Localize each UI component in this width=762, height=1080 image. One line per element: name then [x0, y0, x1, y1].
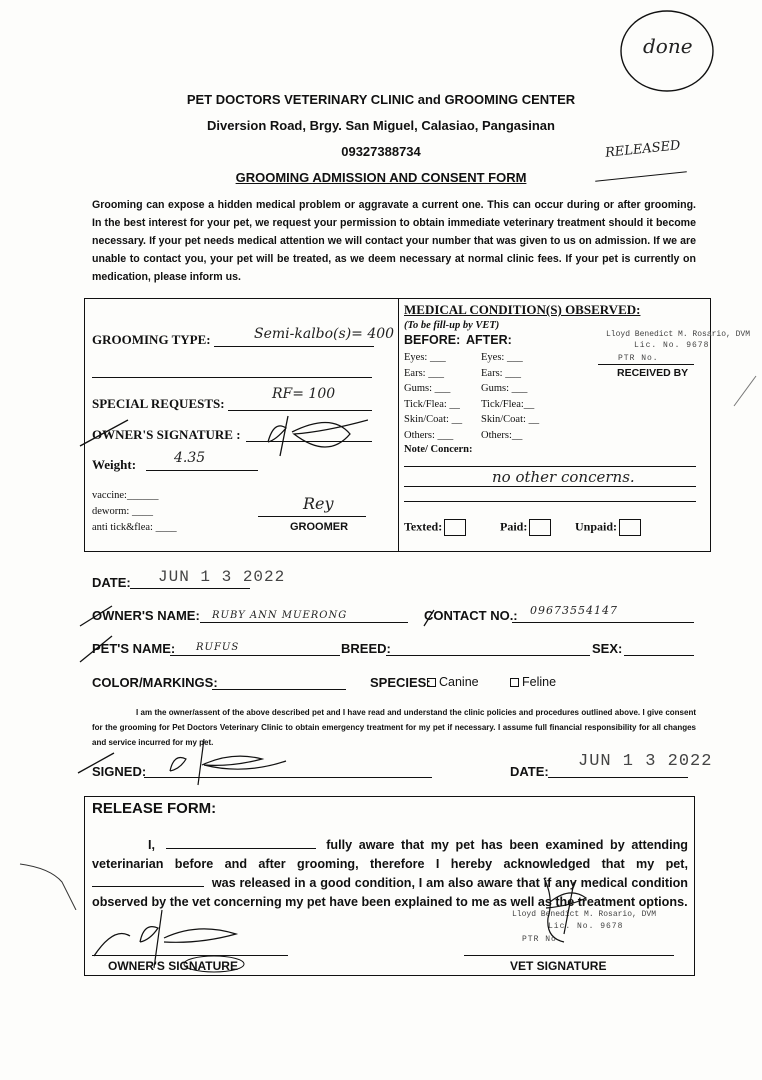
before-others[interactable]: Others: ___: [404, 429, 454, 441]
consent-text: I am the owner/assent of the above described pet and I have read and understand the clinic policies and procedures outlined above. I give consent for the grooming for Pet Doctors Veterinary Clinic to obtain emergency treatment for my pet if necessary. I assume full financial responsibility for all changes and service incurred for my pet.: [92, 708, 696, 747]
consent-date-stamp: JUN 1 3 2022: [578, 752, 713, 771]
note-line-2: [404, 486, 696, 487]
vet-signature-line: [464, 955, 674, 956]
after-gums[interactable]: Gums: ___: [481, 383, 528, 394]
vet-stamp-ptr: PTR No.: [618, 354, 659, 363]
color-markings-line: [212, 689, 346, 690]
paid-checkbox[interactable]: [529, 519, 551, 536]
margin-pen-mark: [0, 850, 80, 910]
special-requests-value[interactable]: RF= 100: [272, 386, 336, 402]
weight-value[interactable]: 4.35: [174, 450, 206, 466]
contact-line: [512, 622, 694, 623]
weight-line: [146, 470, 258, 471]
grooming-type-value[interactable]: Semi-kalbo(s)= 400: [254, 326, 395, 342]
release-stamp-lic: Lic. No. 9678: [548, 922, 624, 931]
after-others[interactable]: Others:__: [481, 429, 523, 441]
release-stamp-name: Lloyd Benedict M. Rosario, DVM: [512, 910, 657, 919]
owner-signature-label: OWNER'S SIGNATURE :: [92, 427, 241, 442]
vaccine-label: vaccine:______: [92, 490, 159, 501]
before-gums[interactable]: Gums: ___: [404, 383, 451, 394]
release-title: RELEASE FORM:: [92, 800, 217, 817]
texted-checkbox[interactable]: [444, 519, 466, 536]
feline-checkbox[interactable]: [510, 678, 519, 687]
signed-signature: [74, 735, 294, 791]
release-pet-name-blank[interactable]: [92, 876, 204, 887]
date-line: [130, 588, 250, 589]
done-annotation: done: [643, 34, 693, 58]
clinic-name: PET DOCTORS VETERINARY CLINIC and GROOMING CENTER: [186, 92, 576, 107]
release-owner-name-blank[interactable]: [166, 838, 316, 849]
consent-date-line: [548, 777, 688, 778]
sex-line: [624, 655, 694, 656]
date-stamp: JUN 1 3 2022: [158, 568, 286, 586]
texted-field: Texted:: [404, 519, 466, 536]
release-paragraph: I, fully aware that my pet has been examined by attending veterinarian before and after grooming, therefore I hereby acknowledged that my pet, was released in a good condition, I am also aware that if any medical condition observed by the vet concerning my pet have been explained to me as well as the treatment options.: [92, 838, 688, 909]
grooming-type-extra-line: [92, 377, 372, 378]
antitick-label: anti tick&flea: ____: [92, 522, 177, 533]
groomer-line: [258, 516, 366, 517]
weight-label: Weight:: [92, 457, 137, 472]
form-title: GROOMING ADMISSION AND CONSENT FORM: [235, 170, 527, 185]
contact-label: CONTACT NO.:: [424, 608, 518, 623]
deworm-label: deworm: ____: [92, 506, 153, 517]
received-by-line: [598, 364, 694, 365]
owner-signature-release-line: [92, 955, 288, 956]
consent-date-label: DATE:: [510, 764, 549, 779]
intro-paragraph: Grooming can expose a hidden medical problem or aggravate a current one. This can occur during or after grooming. In the best interest for your pet, we request your permission to obtain immediate veterinary treatment should it become necessary. If your pet needs medical attention we will contact your number that was given to us on admission. If we are unable to contact you, your pet will be treated, as we deem necessary at normal clinic fees. If your pet is currently on medication, please inform us.: [92, 199, 696, 283]
after-eyes[interactable]: Eyes: ___: [481, 352, 523, 363]
grooming-type-line: [214, 346, 374, 347]
groomer-signature: Rey: [303, 494, 334, 513]
clinic-address: Diversion Road, Brgy. San Miguel, Calasiao, Pangasinan: [207, 118, 555, 133]
owner-name-label: OWNER'S NAME:: [92, 608, 200, 623]
sex-label: SEX:: [592, 641, 623, 656]
special-requests-label: SPECIAL REQUESTS:: [92, 396, 225, 411]
before-skin-coat[interactable]: Skin/Coat: __: [404, 414, 463, 425]
medical-condition-title: MEDICAL CONDITION(S) OBSERVED:: [404, 302, 641, 317]
after-skin-coat[interactable]: Skin/Coat: __: [481, 414, 540, 425]
release-stamp-ptr: PTR No.: [522, 935, 563, 944]
breed-line: [386, 655, 590, 656]
note-concern-value[interactable]: no other concerns.: [492, 468, 635, 486]
vet-signature-scribble: [530, 872, 610, 944]
after-tick-flea[interactable]: Tick/Flea:__: [481, 398, 535, 410]
pet-name-value[interactable]: RUFUS: [196, 642, 240, 653]
unpaid-checkbox[interactable]: [619, 519, 641, 536]
breed-label: BREED:: [341, 641, 391, 656]
pet-name-line: [170, 655, 340, 656]
color-markings-label: COLOR/MARKINGS:: [92, 675, 218, 690]
strike-marks: [76, 596, 436, 636]
margin-pen-mark-right: [730, 372, 760, 412]
contact-value[interactable]: 09673554147: [530, 604, 618, 617]
signed-label: SIGNED:: [92, 764, 147, 779]
after-checklist: [481, 350, 539, 443]
species-canine[interactable]: Canine: [427, 675, 479, 689]
pet-name-label: PET'S NAME:: [92, 641, 176, 656]
note-concern-label: Note/ Concern:: [404, 444, 473, 455]
received-by-label: RECEIVED BY: [617, 367, 689, 379]
before-tick-flea[interactable]: Tick/Flea: __: [404, 398, 460, 410]
before-eyes[interactable]: Eyes: ___: [404, 352, 446, 363]
vet-signature-label: VET SIGNATURE: [510, 959, 607, 973]
owner-name-value[interactable]: RUBY ANN MUERONG: [212, 610, 348, 621]
grooming-type-label: GROOMING TYPE:: [92, 332, 211, 347]
owner-signature-scribble: [78, 408, 368, 460]
after-ears[interactable]: Ears: ___: [481, 367, 521, 379]
groomer-label: GROOMER: [290, 521, 349, 533]
note-line-3: [404, 501, 696, 502]
canine-checkbox[interactable]: [427, 678, 436, 687]
clinic-phone: 09327388734: [341, 144, 421, 159]
pet-strike-mark: [78, 630, 118, 666]
species-feline[interactable]: Feline: [510, 675, 556, 689]
species-label: SPECIES:: [370, 675, 431, 690]
released-annotation: RELEASED: [604, 138, 682, 161]
note-line-1: [404, 466, 696, 467]
date-label: DATE:: [92, 575, 131, 590]
before-label: BEFORE:: [404, 333, 461, 347]
vet-stamp-name: Lloyd Benedict M. Rosario, DVM: [606, 330, 751, 339]
vet-fill-note: (To be fill-up by VET): [404, 320, 500, 331]
box-divider: [398, 298, 399, 552]
before-ears[interactable]: Ears: ___: [404, 367, 444, 379]
after-label: AFTER:: [466, 333, 512, 347]
vet-stamp-lic: Lic. No. 9678: [634, 341, 710, 350]
owner-signature-release-label: OWNER'S SIGNATURE: [108, 959, 238, 973]
paid-field: Paid:: [500, 519, 551, 536]
before-checklist: [404, 350, 462, 443]
unpaid-field: Unpaid:: [575, 519, 641, 536]
